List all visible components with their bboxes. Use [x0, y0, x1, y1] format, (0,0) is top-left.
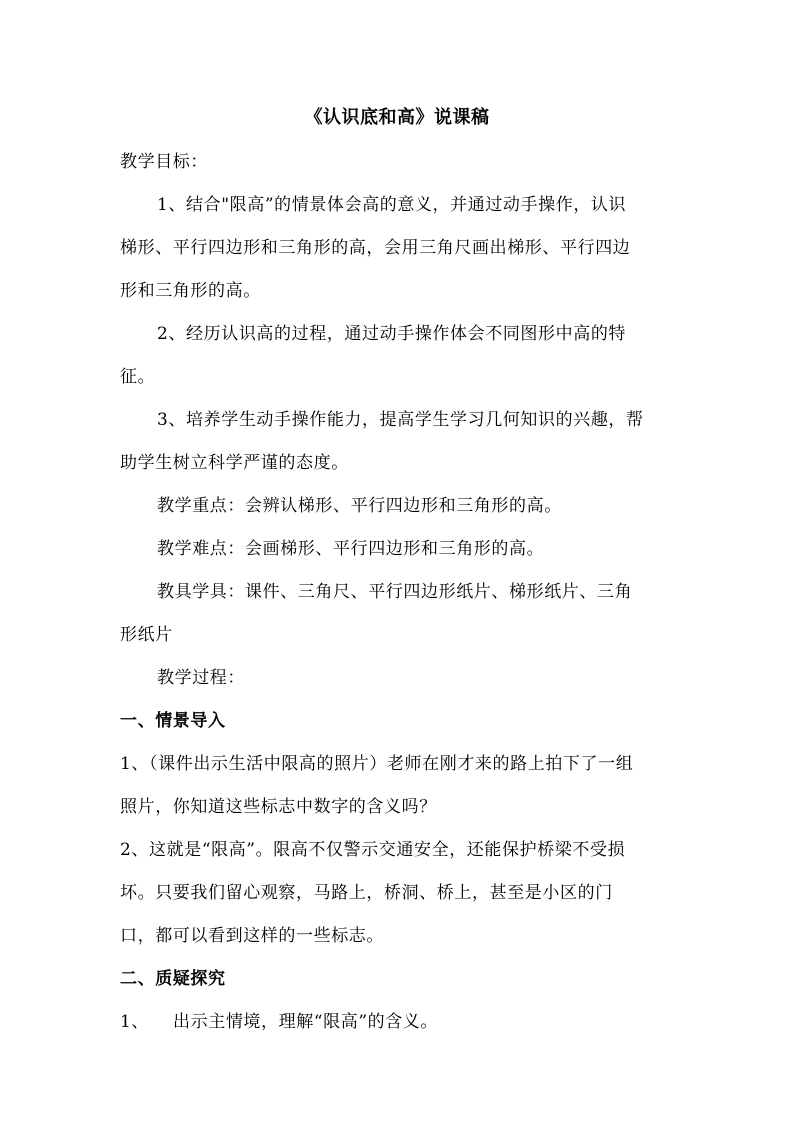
teaching-aids-line-2: 形纸片 — [120, 625, 173, 645]
objective-1-line-3: 形和三角形的高。 — [120, 281, 261, 301]
intro-item-2-line-2: 坏。只要我们留心观察，马路上，桥洞、桥上，甚至是小区的门 — [120, 883, 613, 903]
intro-item-1-line-1: 1、（课件出示生活中限高的照片）老师在刚才来的路上拍下了一组 — [120, 754, 634, 774]
objective-1-line-1: 1、结合"限高”的情景体会高的意义，并通过动手操作，认识 — [157, 195, 627, 215]
intro-item-2-line-1: 2、这就是“限高”。限高不仅警示交通安全，还能保护桥梁不受损 — [120, 840, 626, 860]
document-title: 《认识底和高》说课稿 — [304, 107, 490, 128]
teaching-aids-line-1: 教具学具：课件、三角尺、平行四边形纸片、梯形纸片、三角 — [157, 582, 633, 602]
objective-3-line-2: 助学生树立科学严谨的态度。 — [120, 453, 349, 473]
section-objectives-heading: 教学目标： — [120, 152, 208, 172]
teaching-key-point: 教学重点：会辨认梯形、平行四边形和三角形的高。 — [157, 496, 562, 516]
section-one-heading: 一、情景导入 — [120, 711, 226, 731]
intro-item-2-line-3: 口，都可以看到这样的一些标志。 — [120, 926, 384, 946]
intro-item-1-line-2: 照片，你知道这些标志中数字的含义吗？ — [120, 797, 437, 817]
objective-2-line-2: 征。 — [120, 367, 156, 387]
objective-1-line-2: 梯形、平行四边形和三角形的高，会用三角尺画出梯形、平行四边 — [120, 238, 631, 258]
section-two-heading: 二、质疑探究 — [120, 969, 226, 989]
teaching-difficulty: 教学难点：会画梯形、平行四边形和三角形的高。 — [157, 539, 545, 559]
objective-2-line-1: 2、经历认识高的过程，通过动手操作体会不同图形中高的特 — [157, 324, 627, 344]
teaching-process-heading: 教学过程： — [157, 668, 245, 688]
objective-3-line-1: 3、培养学生动手操作能力，提高学生学习几何知识的兴趣，帮 — [157, 410, 644, 430]
explore-item-1: 1、 出示主情境，理解“限高”的含义。 — [120, 1012, 439, 1032]
